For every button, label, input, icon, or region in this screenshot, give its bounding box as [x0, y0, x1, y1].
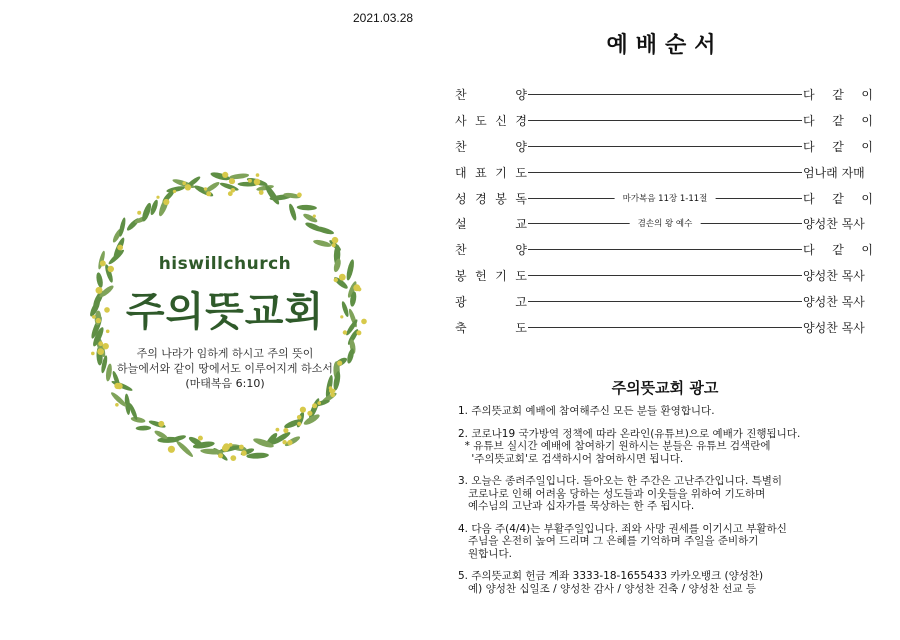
flower — [222, 445, 229, 452]
announcement-line: 원합니다. — [458, 547, 512, 560]
flower — [96, 318, 101, 323]
leaf — [288, 203, 298, 221]
announcement-line: 3. 오늘은 종려주일입니다. 돌아오는 한 주간은 고난주간입니다. 특별히 — [458, 475, 783, 487]
flower — [204, 187, 207, 190]
service-item — [455, 159, 873, 185]
leaf — [297, 205, 317, 211]
service-item-leader: 다 같 이 — [803, 191, 873, 206]
leaf — [157, 437, 180, 444]
church-name-korean: 주의뜻교회 — [125, 289, 325, 335]
flower — [276, 428, 280, 432]
leader-line — [528, 120, 802, 121]
flower — [332, 243, 336, 247]
service-item-leader: 다 같 이 — [803, 114, 873, 129]
announcements-list — [458, 405, 878, 605]
flower — [241, 450, 247, 456]
service-item-leader: 양성찬 목사 — [803, 320, 865, 335]
flower — [248, 179, 252, 183]
leaf — [219, 181, 239, 192]
flower — [168, 446, 175, 453]
flower — [297, 193, 302, 198]
announcement-line: 5. 주의뜻교회 헌금 계좌 3333-18-1655433 카카오뱅크 (양성찬) — [458, 570, 764, 582]
flower — [98, 341, 103, 346]
service-item-name: 봉 헌 기 도 — [455, 268, 527, 283]
service-item-name: 사 도 신 경 — [455, 114, 527, 129]
service-item-name: 찬 양 — [455, 88, 527, 103]
flower — [313, 215, 316, 218]
flower — [357, 287, 361, 291]
announcement-line: 예수님의 고난과 십자가를 묵상하는 한 주 됩시다. — [458, 500, 695, 512]
flower — [259, 190, 264, 195]
flower — [115, 403, 119, 407]
flower — [282, 440, 286, 444]
flower — [92, 315, 96, 319]
leader-line — [528, 193, 802, 204]
service-item-leader: 다 같 이 — [803, 88, 873, 103]
leaf — [95, 272, 104, 288]
service-item-name: 성 경 봉 독 — [455, 191, 527, 206]
leaf — [203, 180, 220, 194]
announcement-line: 코로나로 인해 어려움 당하는 성도들과 이웃들을 위하여 기도하며 — [458, 487, 766, 500]
church-name-english: hiswillchurch — [158, 254, 292, 274]
service-item-name: 설 교 — [455, 217, 527, 232]
service-item — [455, 82, 873, 108]
flower — [312, 403, 317, 408]
flower — [218, 453, 223, 458]
leaf — [302, 212, 318, 224]
flower — [230, 455, 236, 461]
flower — [185, 184, 191, 190]
leaf — [313, 239, 333, 249]
leader-line — [528, 275, 802, 276]
flower — [163, 199, 169, 205]
leaf — [118, 217, 127, 237]
order-of-service-title: 예배순서 — [606, 33, 724, 58]
flower — [256, 173, 260, 177]
leaf — [332, 258, 342, 273]
announcement-item — [458, 428, 878, 466]
flower — [97, 348, 104, 355]
announcement-line: 4. 다음 주(4/4)는 부활주일입니다. 죄와 사망 권세를 이기시고 부활하신 — [458, 522, 787, 535]
service-item-leader: 양성찬 목사 — [803, 268, 865, 283]
flower — [300, 407, 306, 413]
bulletin-date: 2021.03.28 — [353, 11, 414, 25]
verse-reference: (마태복음 6:10) — [185, 377, 265, 390]
flower — [283, 428, 288, 433]
flower — [229, 443, 233, 447]
service-item — [455, 237, 873, 263]
leader-line — [528, 94, 802, 95]
announcement-item — [458, 570, 878, 595]
leader-line — [528, 219, 802, 230]
leaf — [345, 259, 355, 281]
flower — [173, 190, 176, 193]
announcement-line: 주님을 온전히 높여 드리며 그 은혜를 기억하며 주일을 준비하기 — [458, 535, 759, 547]
flower — [158, 421, 164, 427]
flower — [361, 319, 367, 325]
service-item — [455, 134, 873, 160]
verse-line: 하늘에서와 같이 땅에서도 이루어지게 하소서 — [117, 362, 333, 375]
bible-verse — [105, 346, 345, 391]
flower — [307, 411, 312, 416]
service-item — [455, 185, 873, 211]
flower — [100, 260, 106, 266]
flower — [198, 436, 203, 441]
service-item — [455, 108, 873, 134]
flower — [356, 330, 361, 335]
leaf — [136, 425, 152, 430]
flower — [137, 211, 141, 215]
flower — [222, 172, 228, 178]
leaf — [175, 439, 195, 458]
service-item-name: 광 고 — [455, 294, 527, 309]
flower — [297, 422, 301, 426]
service-item-name: 찬 양 — [455, 243, 527, 258]
service-item-detail: 마가복음 11장 1-11절 — [615, 192, 716, 204]
flower — [231, 188, 236, 193]
service-item-leader: 엄나래 자매 — [803, 165, 865, 180]
flower — [332, 237, 339, 244]
announcement-item — [458, 475, 878, 513]
flower — [229, 178, 235, 184]
flower — [96, 287, 103, 294]
announcement-item — [458, 523, 878, 561]
announcement-line: * 유튜브 실시간 예배에 참여하기 원하시는 분들은 유튜브 검색란에 — [458, 440, 771, 452]
leader-line — [528, 146, 802, 147]
flower — [254, 179, 261, 186]
announcement-line: 2. 코로나19 국가방역 정책에 따라 온라인(유튜브)으로 예배가 진행됩니다. — [458, 427, 801, 440]
flower — [206, 191, 211, 196]
announcement-line: '주의뜻교회'로 검색하시어 참여하시면 됩니다. — [458, 452, 684, 465]
leaf — [130, 416, 146, 424]
service-item — [455, 211, 873, 237]
flower — [182, 181, 186, 185]
flower — [117, 245, 123, 251]
flower — [108, 266, 114, 272]
flower — [156, 196, 159, 199]
service-item — [455, 288, 873, 314]
service-item-leader: 다 같 이 — [803, 243, 873, 258]
service-item — [455, 314, 873, 340]
service-item-leader: 양성찬 목사 — [803, 294, 865, 309]
service-item — [455, 263, 873, 289]
leader-line — [528, 172, 802, 173]
announcement-line: 예) 양성찬 십일조 / 양성찬 감사 / 양성찬 건축 / 양성찬 선교 등 — [458, 582, 757, 595]
leader-line — [528, 249, 802, 250]
leaf — [97, 250, 106, 270]
verse-line: 주의 나라가 임하게 하시고 주의 뜻이 — [136, 347, 314, 360]
service-item-leader: 양성찬 목사 — [803, 217, 865, 232]
service-item-name: 축 도 — [455, 320, 527, 335]
flower — [91, 352, 95, 356]
order-of-service-list — [455, 82, 873, 340]
flower — [287, 440, 292, 445]
flower — [330, 393, 335, 398]
flower — [317, 401, 321, 405]
flower — [297, 415, 302, 420]
service-item-detail: 겸손의 왕 예수 — [630, 217, 701, 229]
service-item-name: 찬 양 — [455, 139, 527, 154]
leader-line — [528, 327, 802, 328]
announcement-item — [458, 405, 878, 418]
announcements-title: 주의뜻교회 광고 — [611, 379, 719, 397]
announcement-line: 1. 주의뜻교회 예배에 참여해주신 모든 분들 환영합니다. — [458, 405, 715, 417]
service-item-leader: 다 같 이 — [803, 139, 873, 154]
service-item-name: 대 표 기 도 — [455, 165, 527, 180]
leader-line — [528, 301, 802, 302]
flower — [239, 445, 244, 450]
